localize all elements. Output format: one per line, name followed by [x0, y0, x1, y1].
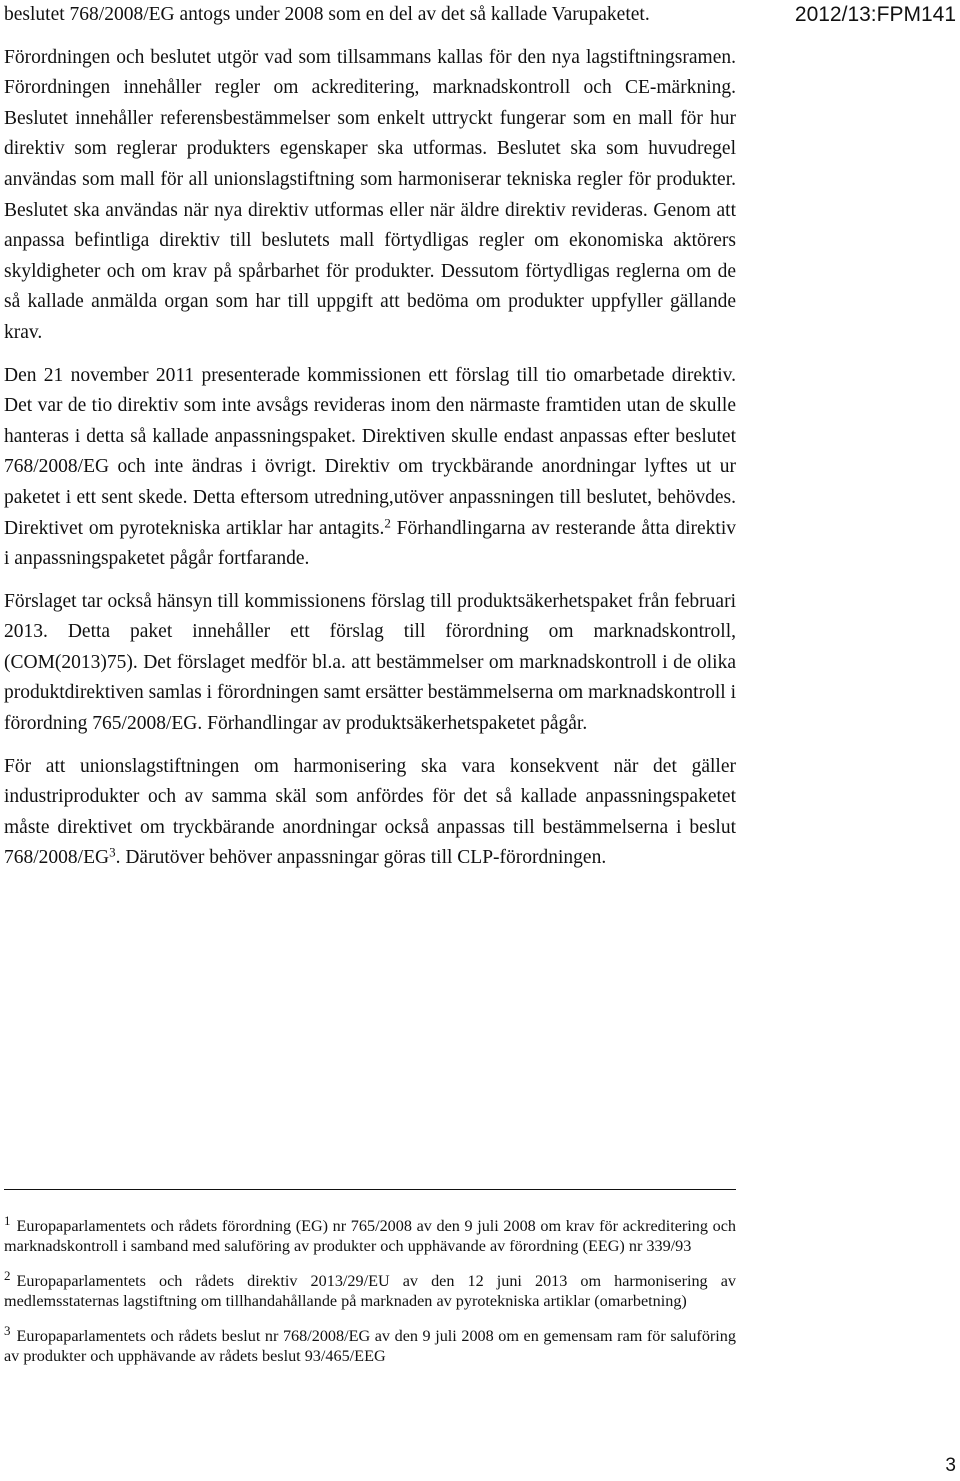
- footnote-3: [4, 1322, 736, 1367]
- body-text: [4, 0, 736, 886]
- footnotes: [4, 1213, 736, 1366]
- paragraph-adaptation-package: [4, 361, 736, 575]
- footnote-reference-3: 3: [109, 844, 116, 860]
- footnote-number: 1: [4, 1213, 11, 1229]
- paragraph-product-safety-package: Förslaget tar också hänsyn till kommissionens förslag till produktsäkerhetspaket från februari 2013. Detta paket innehåller ett förslag till förordning om marknadskontroll, (COM(2013)75). Det förslaget medför bl.a. att bestämmelser om marknadskontroll i de olika produktdirektiven samlas i förordningen samt ersätter bestämmelserna om marknadskontroll i förordning 765/2008/EG. Förhandlingar av produktsäkerhetspaketet pågår.: [4, 590, 736, 735]
- paragraph-intro: beslutet 768/2008/EG antogs under 2008 som en del av det så kallade Varupaketet.: [4, 4, 650, 25]
- document-id: 2012/13:FPM141: [794, 3, 956, 26]
- footnote-separator: [4, 1189, 736, 1190]
- paragraph-text: . Därutöver behöver anpassningar göras till CLP-förordningen.: [115, 847, 607, 869]
- footnote-text: Europaparlamentets och rådets förordning (EG) nr 765/2008 av den 9 juli 2008 om krav för ackreditering och marknadskontroll i samband med saluföring av produkter och upphävande av förordning (EEG) nr 339/93: [4, 1217, 736, 1256]
- footnote-number: 3: [4, 1322, 11, 1338]
- footnote-2: [4, 1267, 736, 1312]
- paragraph-text: Förhandlingarna av resterande åtta direktiv i anpassningspaketet pågår fortfarande.: [4, 517, 736, 570]
- footnote-text: Europaparlamentets och rådets direktiv 2013/29/EU av den 12 juni 2013 om harmonisering av medlemsstaternas lagstiftning om tillhandahållande på marknaden av pyrotekniska artiklar (omarbetning): [4, 1271, 736, 1311]
- footnote-1: [4, 1213, 736, 1257]
- page-number: 3: [945, 1455, 956, 1476]
- footnote-number: 2: [4, 1267, 11, 1283]
- paragraph-pressure-equipment: [4, 752, 736, 874]
- paragraph-text: Den 21 november 2011 presenterade kommissionen ett förslag till tio omarbetade direktiv. Det var de tio direktiv som inte avsågs revideras inom den närmaste framtiden utan de skulle hanteras i detta så kallade anpassningspaket. Direktiven skulle endast anpassas efter beslutet 768/2008/EG och inte ändras i övrigt. Direktiv om tryckbärande anordningar lyftes ut ur paketet i ett sent skede. Detta eftersom utredning,utöver anpassningen till beslutet, behövdes. Direktivet om pyrotekniska artiklar har antagits.: [4, 364, 736, 539]
- paragraph-text: För att unionslagstiftningen om harmonisering ska vara konsekvent när det gäller industriprodukter och av samma skäl som anfördes för det så kallade anpassningspaketet måste direktivet om tryckbärande anordningar också anpassas till bestämmelserna i beslut 768/2008/EG: [4, 755, 736, 869]
- footnote-reference-2: 2: [384, 515, 391, 530]
- footnote-text: Europaparlamentets och rådets beslut nr 768/2008/EG av den 9 juli 2008 om en gemensam ram för saluföring av produkter och upphävande av rådets beslut 93/465/EEG: [4, 1326, 736, 1366]
- paragraph-legislative-framework: Förordningen och beslutet utgör vad som tillsammans kallas för den nya lagstiftningsramen. Förordningen innehåller regler om ackreditering, marknadskontroll och CE-märkning. Beslutet innehåller referensbestämmelser som enkelt uttryckt fungerar som en mall för hur direktiv som reglerar produkters egenskaper ska utformas. Beslutet ska som huvudregel användas som mall för all unionslagstiftning som harmoniserar tekniska regler för produkter. Beslutet ska användas när nya direktiv utformas eller när äldre direktiv revideras. Genom att anpassa befintliga direktiv till beslutets mall förtydligas regler om ekonomiska aktörers skyldigheter och om krav på spårbarhet för produkter. Dessutom förtydligas reglerna om de så kallade anmälda organ som har till uppgift att bedöma om produkter uppfyller gällande krav.: [4, 46, 736, 343]
